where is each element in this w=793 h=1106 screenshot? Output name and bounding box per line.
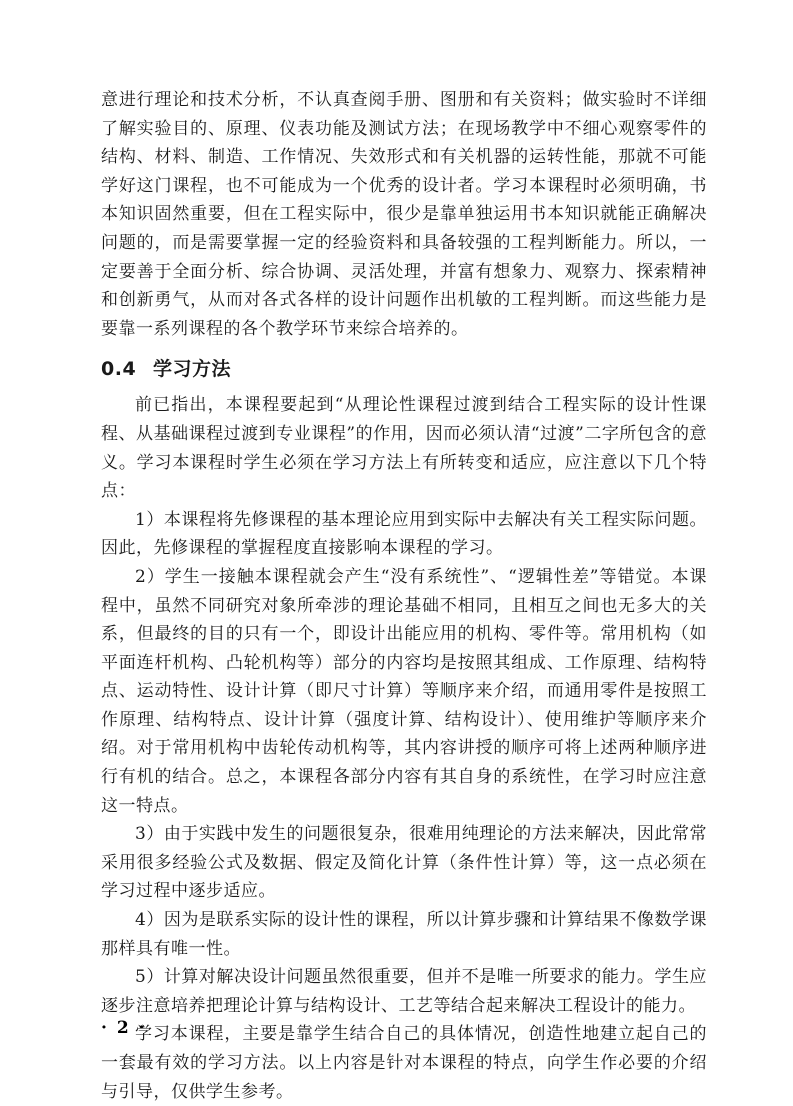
paragraph-conclusion: 学习本课程，主要是靠学生结合自己的具体情况，创造性地建立起自己的一套最有效的学习方法。以上内容是针对本课程的特点，向学生作必要的介绍与引导，仅供学生参考。 bbox=[101, 1024, 707, 1102]
continued-paragraph: 意进行理论和技术分析，不认真查阅手册、图册和有关资料；做实验时不详细了解实验目的、原理、仪表功能及测试方法；在现场教学中不细心观察零件的结构、材料、制造、工作情况、失效形式和有关机器的运转性能，那就不可能学好这门课程，也不可能成为一个优秀的设计者。学习本课程时必须明确，书本知识固然重要，但在工程实际中，很少是靠单独运用书本知识就能正确解决问题的，而是需要掌握一定的经验资料和具备较强的工程判断能力。所以，一定要善于全面分析、综合协调、灵活处理，并富有想象力、观察力、探索精神和创新勇气，从而对各式各样的设计问题作出机敏的工程判断。而这些能力是要靠一系列课程的各个教学环节来综合培养的。 bbox=[101, 90, 707, 339]
paragraph-point-5: 5）计算对解决设计问题虽然很重要，但并不是唯一所要求的能力。学生应逐步注意培养把理论计算与结构设计、工艺等结合起来解决工程设计的能力。 bbox=[101, 967, 707, 1016]
section-title: 学习方法 bbox=[153, 358, 232, 381]
paragraph-point-3: 3）由于实践中发生的问题很复杂，很难用纯理论的方法来解决，因此常常采用很多经验公式及数据、假定及简化计算（条件性计算）等，这一点必须在学习过程中逐步适应。 bbox=[101, 824, 707, 902]
paragraph-point-4: 4）因为是联系实际的设计性的课程，所以计算步骤和计算结果不像数学课那样具有唯一性。 bbox=[101, 910, 707, 959]
paragraph-intro: 前已指出，本课程要起到“从理论性课程过渡到结合工程实际的设计性课程、从基础课程过渡到专业课程”的作用，因而必须认清“过渡”二字所包含的意义。学习本课程时学生必须在学习方法上有所转变和适应，应注意以下几个特点： bbox=[101, 395, 707, 502]
paragraph-point-1: 1）本课程将先修课程的基本理论应用到实际中去解决有关工程实际问题。因此，先修课程的掌握程度直接影响本课程的学习。 bbox=[101, 509, 707, 559]
section-heading bbox=[101, 351, 707, 387]
section-number: 0.4 bbox=[101, 358, 137, 381]
paragraph-point-2: 2）学生一接触本课程就会产生“没有系统性”、“逻辑性差”等错觉。本课程中，虽然不同研究对象所牵涉的理论基础不相同，且相互之间也无多大的关系，但最终的目的只有一个，即设计出能应用的机构、零件等。常用机构（如平面连杆机构、凸轮机构等）部分的内容均是按照其组成、工作原理、结构特点、运动特性、设计计算（即尺寸计算）等顺序来介绍，而通用零件是按照工作原理、结构特点、设计计算（强度计算、结构设计）、使用维护等顺序来介绍。对于常用机构中齿轮传动机构等，其内容讲授的顺序可将上述两种顺序进行有机的结合。总之，本课程各部分内容有其自身的系统性，在学习时应注意这一特点。 bbox=[101, 566, 707, 816]
page-number: · 2 · bbox=[101, 1018, 147, 1038]
